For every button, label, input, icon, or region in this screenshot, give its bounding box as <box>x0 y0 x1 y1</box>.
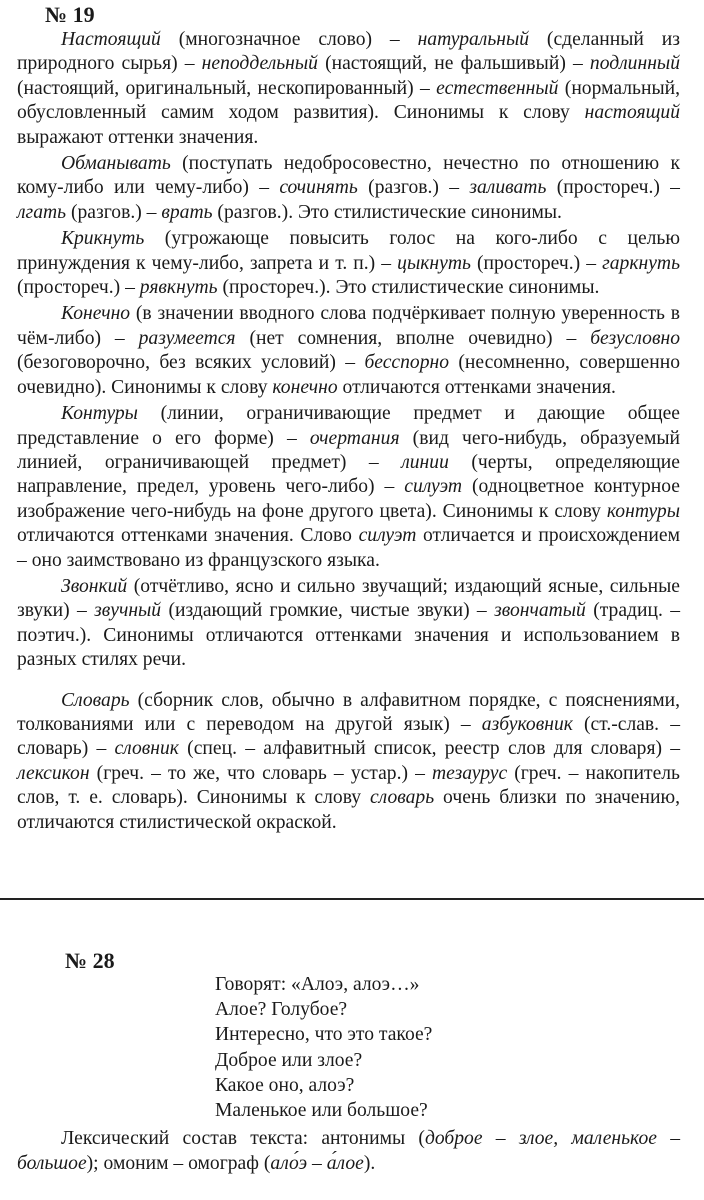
paragraph-nastoyashchiy: Настоящий (многозначное слово) – натуральный (сделанный из природного сырья) – неподдельный (настоящий, не фальшивый) – подлинный (настоящий, оригинальный, нескопированный) – естественный (нормальный, обусловленный самим ходом развития). Синонимы к слову настоящий выражают оттенки значения. <box>17 29 680 148</box>
exercise-28 <box>17 948 680 1176</box>
exercise-28-number: № 28 <box>65 948 115 973</box>
paragraph-konechno: Конечно (в значении вводного слова подчёркивает полную уверенность в чём-либо) – разумеется (нет сомнения, вполне очевидно) – безусловно (безоговорочно, без всяких условий) – бесспорно (несомненно, совершенно очевидно). Синонимы к слову конечно отличаются оттенками значения. <box>17 303 680 398</box>
section-divider <box>0 898 704 900</box>
poem-line: Какое оно, алоэ? <box>215 1074 355 1096</box>
poem-line: Интересно, что это такое? <box>215 1024 433 1046</box>
poem-line: Алое? Голубое? <box>215 999 348 1021</box>
poem-line: Маленькое или большое? <box>215 1100 428 1122</box>
paragraph-slovar: Словарь (сборник слов, обычно в алфавитном порядке, с пояснениями, толкованиями или с переводом на другой язык) – азбуковник (ст.-слав. – словарь) – словник (спец. – алфавитный список, реестр слов для словаря) – лексикон (греч. – то же, что словарь – устар.) – тезаурус (греч. – накопитель слов, т. е. словарь). Синонимы к слову словарь очень близки по значению, отличаются стилистической окраской. <box>17 689 681 833</box>
paragraph-obmanyvat: Обманывать (поступать недобросовестно, нечестно по отношению к кому-либо или чему-либо) – сочинять (разгов.) – заливать (простореч.) – лгать (разгов.) – врать (разгов.). Это стилистические синонимы. <box>17 153 680 223</box>
poem <box>215 972 680 1123</box>
poem-line: Доброе или злое? <box>215 1049 363 1071</box>
exercise-19-number: № 19 <box>45 2 95 27</box>
poem-line: Говорят: «Алоэ, алоэ…» <box>215 974 420 995</box>
paragraph-zvonkiy: Звонкий (отчётливо, ясно и сильно звучащий; издающий ясные, сильные звуки) – звучный (издающий громкие, чистые звуки) – звончатый (традиц. – поэтич.). Синонимы отличаются оттенками значения и использованием в разных стилях речи. <box>17 575 680 671</box>
lexical-analysis: Лексический состав текста: антонимы (доброе – злое, маленькое – большое); омоним – омограф (ало́э – а́лое). <box>17 1128 680 1175</box>
paragraph-kriknut: Крикнуть (угрожающе повысить голос на кого-либо с целью принуждения к чему-либо, запрета и т. п.) – цыкнуть (простореч.) – гаркнуть (простореч.) – рявкнуть (простореч.). Это стилистические синонимы. <box>17 228 680 299</box>
paragraph-kontury: Контуры (линии, ограничивающие предмет и дающие общее представление о его форме) – очертания (вид чего-нибудь, образуемый линией, ограничивающей предмет) – линии (черты, определяющие направление, предел, уровень чего-либо) – силуэт (одноцветное контурное изображение чего-нибудь на фоне другого цвета). Синонимы к слову контуры отличаются оттенками значения. Слово силуэт отличается и происхождением – оно заимствовано из французского языка. <box>17 403 681 571</box>
exercise-19 <box>17 2 680 835</box>
